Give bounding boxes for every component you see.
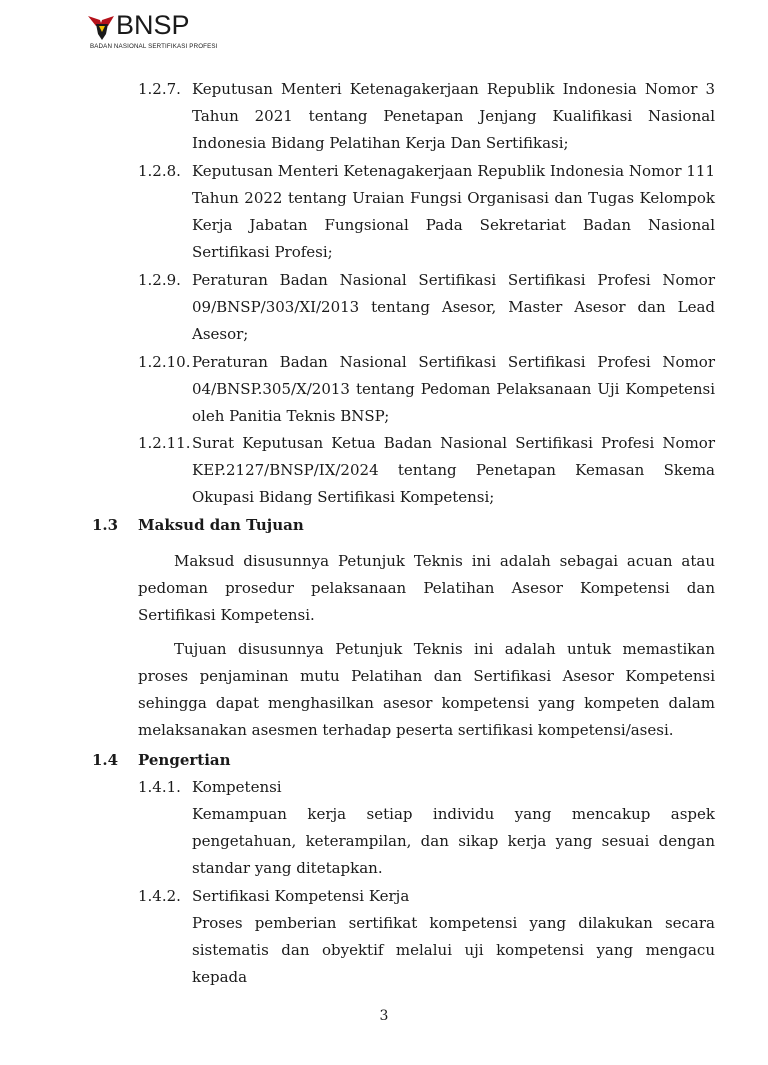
list-item-text: Peraturan Badan Nasional Sertifikasi Sertifikasi Profesi Nomor 09/BNSP/303/XI/2013 tentang Asesor, Master Asesor dan Lead Asesor; — [192, 271, 715, 343]
logo-wordmark: BNSP — [116, 10, 190, 40]
list-item-text: Surat Keputusan Ketua Badan Nasional Sertifikasi Profesi Nomor KEP.2127/BNSP/IX/2024 tentang Penetapan Kemasan Skema Okupasi Bidang Sertifikasi Kompetensi; — [192, 434, 715, 506]
list-item — [138, 349, 715, 430]
list-item — [138, 76, 715, 157]
section-number: 1.4 — [92, 751, 119, 769]
paragraph-tujuan: Tujuan disusunnya Petunjuk Teknis ini adalah untuk memastikan proses penjaminan mutu Pelatihan dan Sertifikasi Asesor Kompetensi sehingga dapat menghasilkan asesor kompetensi yang kompeten dalam melaksanakan asesmen terhadap peserta sertifikasi kompetensi/asesi. — [138, 640, 715, 739]
list-item-number: 1.2.8. — [138, 162, 181, 180]
list-item-number: 1.2.11. — [138, 434, 191, 452]
list-item-number: 1.2.10. — [138, 353, 191, 371]
section-number: 1.3 — [92, 516, 119, 534]
list-item-number: 1.2.9. — [138, 271, 181, 289]
definition-number: 1.4.1. — [138, 778, 181, 796]
definition-item — [138, 774, 715, 882]
logo-subtitle: BADAN NASIONAL SERTIFIKASI PROFESI — [90, 43, 218, 50]
list-item — [138, 267, 715, 348]
definition-number: 1.4.2. — [138, 887, 181, 905]
section-title: Maksud dan Tujuan — [138, 516, 304, 534]
list-item — [138, 430, 715, 511]
list-item-text: Keputusan Menteri Ketenagakerjaan Republik Indonesia Nomor 3 Tahun 2021 tentang Penetapan Jenjang Kualifikasi Nasional Indonesia Bidang Pelatihan Kerja Dan Sertifikasi; — [192, 80, 715, 152]
definition-term: Sertifikasi Kompetensi Kerja — [192, 887, 410, 905]
paragraph-maksud: Maksud disusunnya Petunjuk Teknis ini adalah sebagai acuan atau pedoman prosedur pelaksanaan Pelatihan Asesor Kompetensi dan Sertifikasi Kompetensi. — [138, 552, 715, 624]
list-item — [138, 158, 715, 266]
list-item-number: 1.2.7. — [138, 80, 181, 98]
section-title: Pengertian — [138, 751, 231, 769]
definition-item — [138, 883, 715, 991]
definition-text: Proses pemberian sertifikat kompetensi yang dilakukan secara sistematis dan obyektif melalui uji kompetensi yang mengacu kepada — [192, 914, 715, 986]
bnsp-logo — [88, 10, 228, 56]
list-item-text: Peraturan Badan Nasional Sertifikasi Sertifikasi Profesi Nomor 04/BNSP.305/X/2013 tentang Pedoman Pelaksanaan Uji Kompetensi oleh Panitia Teknis BNSP; — [192, 353, 715, 425]
list-item-text: Keputusan Menteri Ketenagakerjaan Republik Indonesia Nomor 111 Tahun 2022 tentang Uraian Fungsi Organisasi dan Tugas Kelompok Kerja Jabatan Fungsional Pada Sekretariat Badan Nasional Sertifikasi Profesi; — [192, 162, 715, 261]
page-number: 3 — [379, 1008, 389, 1024]
definition-term: Kompetensi — [192, 778, 282, 796]
bnsp-emblem-icon — [88, 12, 116, 42]
definition-text: Kemampuan kerja setiap individu yang mencakup aspek pengetahuan, keterampilan, dan sikap kerja yang sesuai dengan standar yang ditetapkan. — [192, 805, 715, 877]
